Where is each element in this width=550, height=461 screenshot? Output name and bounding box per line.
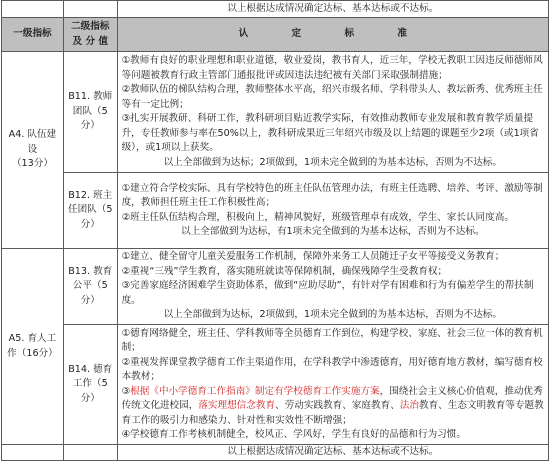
header-row [2,18,549,52]
header-criteria: 认 定 标 准 [117,18,548,52]
highlighted-requirement: 根据《中小学德育工作指南》制定有学校德育工作实施方案 [130,385,380,397]
criteria-text: ①德育网络健全，班主任、学科教师等全员德育工作到位，构建学校、家庭、社会三位一体的教育机制； [121,327,543,353]
criteria-text: 、劳动实践教育、家庭教育、 [275,400,400,411]
highlighted-requirement: 法治 [399,400,419,411]
standards-table [1,0,549,461]
top-note-row [2,1,549,18]
secondary-indicator-b14: B14. 德育工作（5分） [63,325,117,445]
criteria-cell-b14 [117,325,548,445]
criteria-item [122,428,544,443]
criteria-item [122,182,544,211]
criteria-item [122,225,544,240]
criteria-text: ③ [121,385,131,397]
top-note: 以上根据达成情况确定达标、基本达标或不达标。 [117,1,548,18]
criteria-item [122,265,544,280]
criteria-text: ③扎实开展教研、科研工作，教科研项目贴近教学实际，有效推动教师专业发展和教育教学质量提升，专任教师参与率在50%以上，教科研成果近三年绍兴市级及以上结题的课题至少2项（或1项省级），或1项以上获奖。 [121,113,539,153]
criteria-text: 以上全部做到为达标；2项做到，1项未完全做到的为基本达标，否则为不达标。 [163,156,502,168]
criteria-item [122,211,544,226]
table-row-b14 [2,325,549,445]
criteria-item [122,54,544,83]
criteria-text: 以上全部做到为达标，2项做到，1项未完全做到的为基本达标，否则为不达标。 [163,309,502,321]
criteria-text: ，围绕社会主义核心价值观，推动优秀传统文化进校园， [121,385,543,411]
table-row-b11 [2,52,549,173]
header-secondary-indicator: 二级指标 及 分 值 [63,18,117,52]
highlighted-requirement: 落实理想信念教育 [198,400,276,411]
criteria-item [122,250,544,265]
criteria-text: ②重视“三残”学生教育，落实随班就读等保障机制，确保残障学生受教育权； [121,265,448,277]
criteria-cell-b12 [117,173,548,249]
bottom-note: 以上根据达成情况确定达标、基本达标或不达标。 [117,445,548,461]
criteria-text: ④学校德育工作考核机制健全，校风正、学风好，学生有良好的品德和行为习惯。 [121,429,466,440]
criteria-text: ②教师队伍的梯队结构合理，教师整体水平高，绍兴市级名师、学科带头人、教坛新秀、优秀班主任等有一定比例； [121,84,543,110]
criteria-item [122,356,544,385]
table-row-b13 [2,249,549,325]
criteria-cell-b13 [117,249,548,325]
criteria-text: ②重视发挥课堂教学德育工作主渠道作用，在学科教学中渗透德育，用好德育地方教材，编写德育校本教材； [121,356,543,382]
criteria-text: ①建立、健全留守儿童关爱服务工作机制，保障外来务工人员随迁子女平等接受义务教育； [121,251,505,263]
criteria-cell-b11 [117,52,548,173]
header-primary-indicator: 一级指标 [2,18,64,52]
criteria-text: ①建立符合学校实际、具有学校特色的班主任队伍管理办法，有班主任选聘、培养、考评、激励等制度，教师担任班主任工作积极性高； [121,182,543,208]
secondary-indicator-b13: B13. 教育公平（5分） [63,249,117,325]
criteria-text: ③完善家庭经济困难学生资助体系，做到“应助尽助”，有针对学有困难和行为有偏差学生的帮扶制度。 [121,280,534,306]
criteria-text: ①教师有良好的职业理想和职业道德，敬业爱岗，教书育人，近三年，学校无教职工因违反师德师风等问题被教育行政主管部门通报批评或因违法违纪被有关部门采取强制措施； [121,55,543,81]
criteria-item [122,112,544,156]
criteria-text: 以上全部做到为达标，有1项未完全做到的为基本达标，否则为不达标。 [181,226,485,237]
table-row-b12 [2,173,549,249]
criteria-item [122,327,544,356]
criteria-item [122,156,544,171]
criteria-item [122,83,544,112]
criteria-text: ②班主任队伍结构合理，积极向上，精神风貌好，班级管理卓有成效，学生、家长认同度高。 [121,211,514,223]
criteria-text: 教育、生态文明教育等专题教育工作的吸引力和感染力、针对性和实效性不断增强； [121,400,544,426]
criteria-item [122,279,544,308]
primary-indicator-a4: A4. 队伍建设 （13分） [2,52,64,249]
bottom-note-row [2,445,549,461]
criteria-item [122,308,544,323]
secondary-indicator-b12: B12. 班主任团队（5分） [63,173,117,249]
primary-indicator-a5: A5. 育人工作（16分） [2,249,64,445]
criteria-item [122,385,544,429]
secondary-indicator-b11: B11. 教师团队（5分） [63,52,117,173]
